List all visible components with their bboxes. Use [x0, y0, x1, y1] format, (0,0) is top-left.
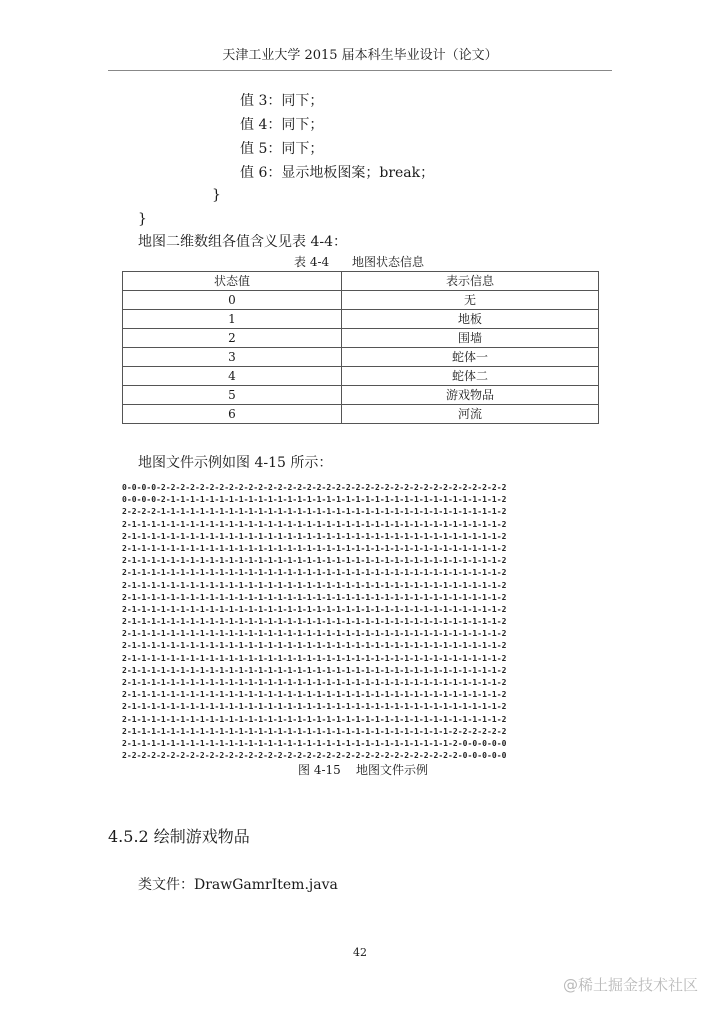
- map-figure-intro-text: 地图文件示例如图 4-15 所示：: [138, 455, 333, 471]
- figure-caption: 图 4-15 地图文件示例: [298, 763, 429, 777]
- map-row: 2-1-1-1-1-1-1-1-1-1-1-1-1-1-1-1-1-1-1-1-1-1-1-1-1-1-1-1-1-1-1-1-1-1-1-1-1-1-1-2: [122, 714, 507, 724]
- column-header-meaning: 表示信息: [342, 272, 599, 291]
- meaning-cell: 蛇体一: [342, 348, 599, 367]
- state-value-cell: 4: [123, 367, 342, 386]
- meaning-cell: 围墙: [342, 329, 599, 348]
- state-value-cell: 3: [123, 348, 342, 367]
- map-row: 2-1-1-1-1-1-1-1-1-1-1-1-1-1-1-1-1-1-1-1-1-1-1-1-1-1-1-1-1-1-1-1-1-1-2-2-2-2-2-2: [122, 726, 507, 736]
- page-header-title: 天津工业大学 2015 届本科生毕业设计（论文）: [222, 48, 498, 63]
- state-value-cell: 1: [123, 310, 342, 329]
- code-line: 值 5：同下；: [240, 141, 324, 157]
- table-row: [123, 291, 599, 310]
- meaning-cell: 蛇体二: [342, 367, 599, 386]
- meaning-cell: 无: [342, 291, 599, 310]
- state-value-cell: 0: [123, 291, 342, 310]
- meaning-cell: 游戏物品: [342, 386, 599, 405]
- code-closing-brace: }: [212, 187, 221, 203]
- table-row: [123, 386, 599, 405]
- map-row: 2-1-1-1-1-1-1-1-1-1-1-1-1-1-1-1-1-1-1-1-1-1-1-1-1-1-1-1-1-1-1-1-1-1-1-1-1-1-1-2: [122, 568, 507, 578]
- map-row: 2-1-1-1-1-1-1-1-1-1-1-1-1-1-1-1-1-1-1-1-1-1-1-1-1-1-1-1-1-1-1-1-1-1-1-1-1-1-1-2: [122, 690, 507, 700]
- map-row: 2-1-1-1-1-1-1-1-1-1-1-1-1-1-1-1-1-1-1-1-1-1-1-1-1-1-1-1-1-1-1-1-1-1-1-1-1-1-1-2: [122, 702, 507, 712]
- table-row: [123, 329, 599, 348]
- watermark: @稀土掘金技术社区: [562, 976, 698, 994]
- map-row: 0-0-0-0-2-1-1-1-1-1-1-1-1-1-1-1-1-1-1-1-1-1-1-1-1-1-1-1-1-1-1-1-1-1-1-1-1-1-1-2: [122, 495, 507, 505]
- state-value-cell: 2: [123, 329, 342, 348]
- table-row: [123, 367, 599, 386]
- class-file-text: 类文件：DrawGamrItem.java: [138, 877, 338, 893]
- table-intro-text: 地图二维数组各值含义见表 4-4：: [138, 234, 347, 250]
- map-row: 2-1-1-1-1-1-1-1-1-1-1-1-1-1-1-1-1-1-1-1-1-1-1-1-1-1-1-1-1-1-1-1-1-1-1-1-1-1-1-2: [122, 531, 507, 541]
- map-row: 2-1-1-1-1-1-1-1-1-1-1-1-1-1-1-1-1-1-1-1-1-1-1-1-1-1-1-1-1-1-1-1-1-1-1-1-1-1-1-2: [122, 580, 507, 590]
- table-row: [123, 348, 599, 367]
- map-row: 2-1-1-1-1-1-1-1-1-1-1-1-1-1-1-1-1-1-1-1-1-1-1-1-1-1-1-1-1-1-1-1-1-1-2-0-0-0-0-0: [122, 738, 507, 748]
- table-caption: 表 4-4 地图状态信息: [294, 255, 425, 269]
- map-row: 2-1-1-1-1-1-1-1-1-1-1-1-1-1-1-1-1-1-1-1-1-1-1-1-1-1-1-1-1-1-1-1-1-1-1-1-1-1-1-2: [122, 665, 507, 675]
- header-divider: [108, 70, 612, 71]
- map-row: 2-1-1-1-1-1-1-1-1-1-1-1-1-1-1-1-1-1-1-1-1-1-1-1-1-1-1-1-1-1-1-1-1-1-1-1-1-1-1-2: [122, 641, 507, 651]
- map-row: 2-1-1-1-1-1-1-1-1-1-1-1-1-1-1-1-1-1-1-1-1-1-1-1-1-1-1-1-1-1-1-1-1-1-1-1-1-1-1-2: [122, 653, 507, 663]
- table-header-row: [123, 272, 599, 291]
- map-row: 2-1-1-1-1-1-1-1-1-1-1-1-1-1-1-1-1-1-1-1-1-1-1-1-1-1-1-1-1-1-1-1-1-1-1-1-1-1-1-2: [122, 617, 507, 627]
- section-heading: 4.5.2 绘制游戏物品: [108, 827, 250, 846]
- column-header-state-value: 状态值: [123, 272, 342, 291]
- map-row: 2-1-1-1-1-1-1-1-1-1-1-1-1-1-1-1-1-1-1-1-1-1-1-1-1-1-1-1-1-1-1-1-1-1-1-1-1-1-1-2: [122, 592, 507, 602]
- state-value-cell: 5: [123, 386, 342, 405]
- map-row: 2-1-1-1-1-1-1-1-1-1-1-1-1-1-1-1-1-1-1-1-1-1-1-1-1-1-1-1-1-1-1-1-1-1-1-1-1-1-1-2: [122, 604, 507, 614]
- table-row: [123, 405, 599, 424]
- meaning-cell: 河流: [342, 405, 599, 424]
- map-file-example: [122, 482, 600, 762]
- map-row: 2-1-1-1-1-1-1-1-1-1-1-1-1-1-1-1-1-1-1-1-1-1-1-1-1-1-1-1-1-1-1-1-1-1-1-1-1-1-1-2: [122, 519, 507, 529]
- code-line: 值 3：同下；: [240, 93, 324, 109]
- meaning-cell: 地板: [342, 310, 599, 329]
- map-state-table: [122, 271, 599, 424]
- map-row: 2-1-1-1-1-1-1-1-1-1-1-1-1-1-1-1-1-1-1-1-1-1-1-1-1-1-1-1-1-1-1-1-1-1-1-1-1-1-1-2: [122, 678, 507, 687]
- map-row: 2-1-1-1-1-1-1-1-1-1-1-1-1-1-1-1-1-1-1-1-1-1-1-1-1-1-1-1-1-1-1-1-1-1-1-1-1-1-1-2: [122, 629, 507, 639]
- table-row: [123, 310, 599, 329]
- code-line: 值 4：同下；: [240, 117, 324, 133]
- map-row: 0-0-0-0-2-2-2-2-2-2-2-2-2-2-2-2-2-2-2-2-2-2-2-2-2-2-2-2-2-2-2-2-2-2-2-2-2-2-2-2: [122, 483, 507, 492]
- code-line: 值 6：显示地板图案；break；: [240, 165, 435, 181]
- map-row: 2-2-2-2-1-1-1-1-1-1-1-1-1-1-1-1-1-1-1-1-1-1-1-1-1-1-1-1-1-1-1-1-1-1-1-1-1-1-1-2: [122, 507, 507, 517]
- code-closing-brace: }: [138, 211, 147, 227]
- map-row: 2-1-1-1-1-1-1-1-1-1-1-1-1-1-1-1-1-1-1-1-1-1-1-1-1-1-1-1-1-1-1-1-1-1-1-1-1-1-1-2: [122, 556, 507, 566]
- map-row: 2-2-2-2-2-2-2-2-2-2-2-2-2-2-2-2-2-2-2-2-2-2-2-2-2-2-2-2-2-2-2-2-2-2-2-0-0-0-0-0: [122, 751, 507, 761]
- state-value-cell: 6: [123, 405, 342, 424]
- map-row: 2-1-1-1-1-1-1-1-1-1-1-1-1-1-1-1-1-1-1-1-1-1-1-1-1-1-1-1-1-1-1-1-1-1-1-1-1-1-1-2: [122, 543, 507, 553]
- page-number: 42: [353, 946, 367, 959]
